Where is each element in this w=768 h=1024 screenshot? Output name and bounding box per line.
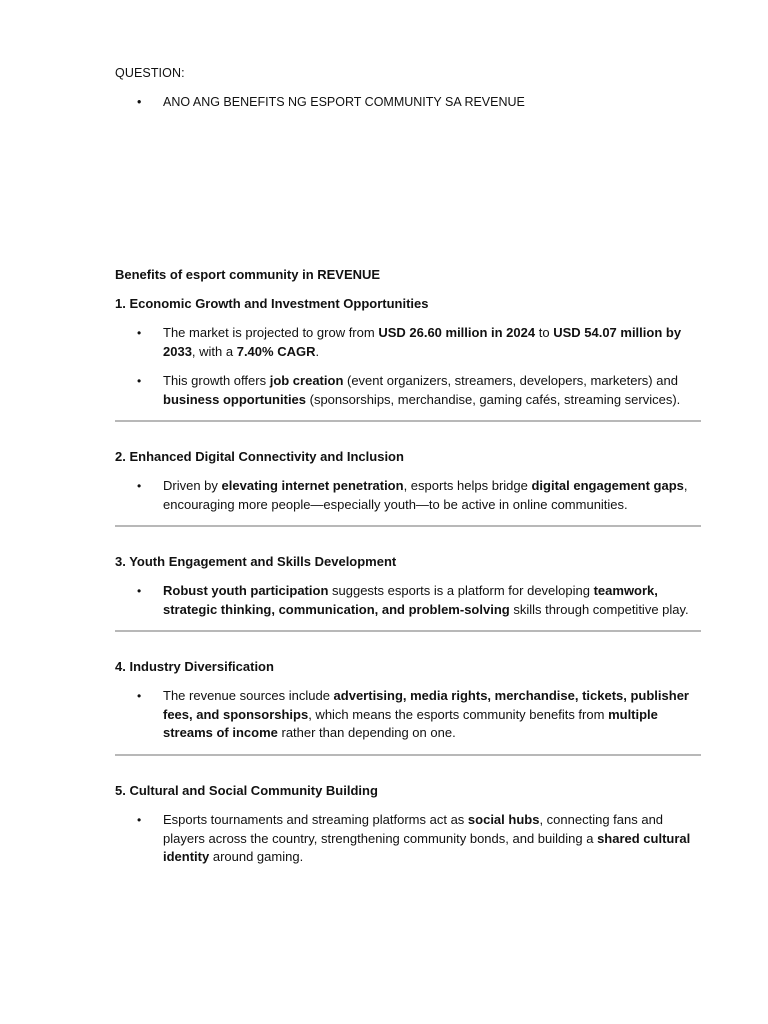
text-run: , connecting fans and players across the country, strengthening community bonds, and building a (163, 812, 664, 846)
bullet-icon: • (137, 326, 142, 340)
list-item (115, 372, 705, 409)
bullet-icon: • (137, 374, 142, 388)
text-run: (sponsorships, merchandise, gaming cafés, streaming services). (306, 391, 681, 407)
text-run: , esports helps bridge (403, 478, 532, 493)
section-divider (115, 525, 701, 527)
section-2 (115, 448, 705, 514)
bold-text: USD 54.07 million by 2033 (163, 325, 682, 359)
text-run: , with a (191, 343, 237, 359)
list-item (115, 582, 705, 619)
section-divider (115, 420, 701, 422)
bold-text: job creation (269, 373, 344, 388)
text-run: The market is projected to grow from (163, 325, 379, 340)
section-3 (115, 553, 705, 619)
text-run: suggests esports is a platform for developing (328, 583, 594, 598)
bold-text: 7.40% CAGR (236, 343, 316, 359)
answer-title-block (115, 266, 705, 284)
text-run: , which means the esports community benefits from (308, 706, 609, 722)
list-item (115, 324, 705, 361)
text-run: . (315, 343, 320, 359)
list-item-text (163, 325, 681, 359)
section-4 (115, 658, 705, 743)
bullet-icon: • (137, 689, 142, 703)
text-run: , encouraging more people—especially youth—to be active in online communities. (163, 478, 688, 512)
text-run: The revenue sources include (163, 688, 334, 703)
section-heading: 5. Cultural and Social Community Building (115, 783, 378, 798)
bold-text: business opportunities (163, 391, 307, 407)
bold-text: elevating internet penetration (221, 478, 404, 493)
bullet-icon: • (137, 584, 142, 598)
section-heading: 2. Enhanced Digital Connectivity and Inclusion (115, 449, 404, 464)
list-item-text (163, 583, 689, 617)
question-text: ANO ANG BENEFITS NG ESPORT COMMUNITY SA REVENUE (163, 95, 525, 109)
answer-title: Benefits of esport community in REVENUE (115, 267, 381, 282)
list-item-text (163, 373, 680, 407)
section-heading: 3. Youth Engagement and Skills Development (115, 554, 397, 569)
section-divider (115, 630, 701, 632)
text-run: around gaming. (209, 849, 304, 864)
list-item-text (163, 812, 690, 864)
section-heading: 4. Industry Diversification (115, 659, 274, 674)
bold-text: Robust youth participation (163, 583, 329, 598)
bold-text: digital engagement gaps (531, 478, 684, 493)
section-1 (115, 295, 705, 409)
list-item (115, 687, 705, 743)
text-run: This growth offers (163, 373, 270, 388)
bold-text: social hubs (467, 812, 540, 827)
bold-text: multiple streams of income (163, 706, 658, 740)
text-run: rather than depending on one. (277, 725, 456, 740)
section-heading: 1. Economic Growth and Investment Opportunities (115, 296, 429, 311)
section-5 (115, 782, 705, 867)
text-run: (event organizers, streamers, developers, marketers) and (343, 373, 678, 388)
bold-text: advertising, media rights, merchandise, tickets, publisher fees, and sponsorships (163, 688, 689, 722)
section-divider (115, 754, 701, 756)
text-run: Driven by (163, 478, 222, 493)
bullet-icon: • (137, 813, 142, 827)
list-item (115, 811, 705, 867)
list-item (115, 477, 705, 514)
bullet-icon: • (137, 95, 142, 109)
bold-text: USD 26.60 million in 2024 (378, 325, 536, 340)
question-label: QUESTION: (115, 66, 185, 80)
list-item-text (163, 478, 688, 512)
list-item-text (163, 688, 689, 740)
bullet-icon: • (137, 479, 142, 493)
text-run: Esports tournaments and streaming platforms act as (163, 812, 468, 827)
text-run: skills through competitive play. (509, 601, 689, 617)
text-run: to (535, 325, 554, 340)
bold-text: teamwork, strategic thinking, communication, and problem-solving (163, 583, 658, 617)
bold-text: shared cultural identity (163, 830, 691, 864)
